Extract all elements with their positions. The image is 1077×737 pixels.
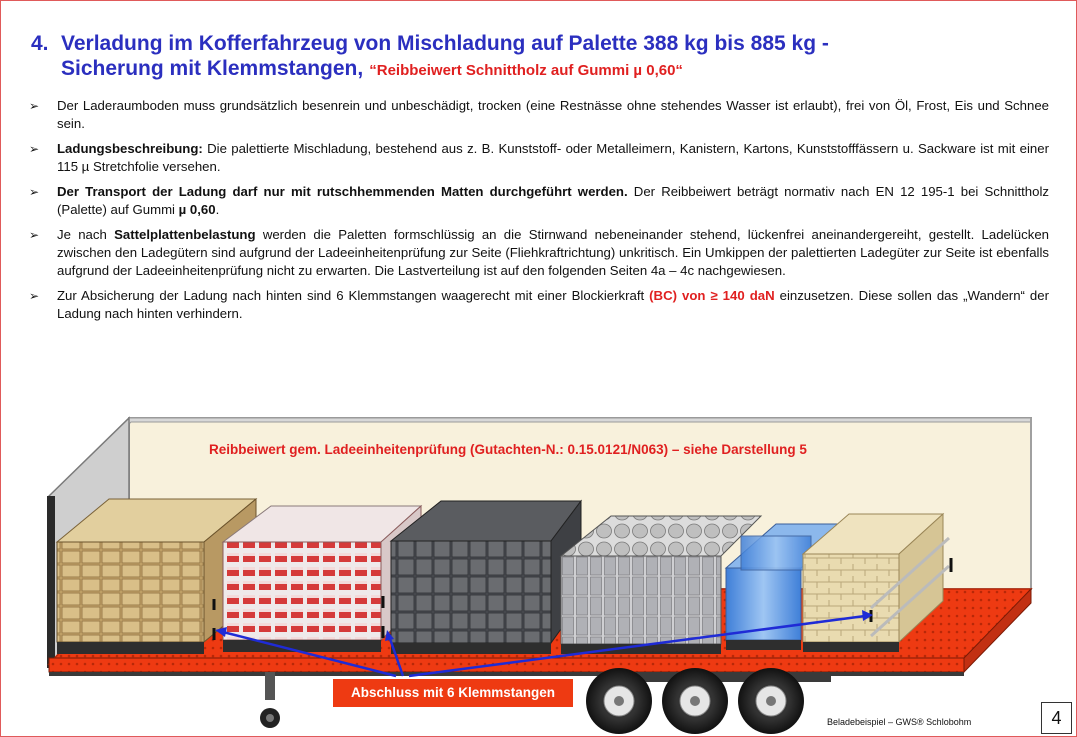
bullet-text: werden die Paletten formschlüssig an die Stirnwand nebeneinander stehend, lückenfrei aneinandergereiht, gestellt. Ladelücken zwischen den Ladegütern sind aufgrund der Ladeeinheitenprüfung zur Seite (Fliehkraftrichtung) unkritisch. Ein Umkippen der palettierten Ladegüter zur Seite ist ebenfalls aufgrund der Ladeeinheitenprüfung nicht zu erwarten. Die Lastverteilung ist auf den folgenden Seiten 4a – 4c nachgewiesen. — [57, 227, 1049, 278]
trailer-front-frame — [47, 496, 55, 668]
bullet-bold: Sattelplattenbelastung — [114, 227, 256, 242]
arrow-bullet-icon: ➢ — [29, 289, 40, 303]
arrow-bullet-icon: ➢ — [29, 142, 40, 156]
slide-title — [31, 31, 1031, 83]
trailer-floor-edge — [49, 658, 964, 672]
landing-gear — [265, 672, 275, 700]
bullet-bold: µ 0,60 — [178, 202, 216, 217]
bullet-item — [29, 140, 1049, 176]
friction-note: Reibbeiwert gem. Ladeeinheitenprüfung (Gutachten-N.: 0.15.0121/N063) – siehe Darstellung 5 — [209, 442, 807, 457]
credit-text: Beladebeispiel – GWS® Schlobohm — [827, 717, 972, 727]
bullet-text: . — [215, 202, 220, 217]
bullet-item — [29, 226, 1049, 280]
bullet-item — [29, 287, 1049, 323]
page-number: 4 — [1041, 702, 1072, 734]
title-line-2 — [31, 56, 1031, 83]
bullet-text: Je nach — [57, 227, 115, 242]
title-subtitle: “Reibbeiwert Schnittholz auf Gummi µ 0,60“ — [369, 62, 683, 79]
bullet-text: Zur Absicherung der Ladung nach hinten sind 6 Klemmstangen waagerecht mit einer Blockierkraft — [57, 288, 650, 303]
bullet-item — [29, 97, 1049, 133]
arrow-bullet-icon: ➢ — [29, 185, 40, 199]
bullet-bold: Ladungsbeschreibung: — [57, 141, 203, 156]
clamping-bar-callout: Abschluss mit 6 Klemmstangen — [333, 679, 573, 707]
trailer-wheels — [586, 668, 831, 734]
pallet-crates — [391, 501, 581, 654]
title-line-1 — [31, 31, 1031, 56]
bullet-text: einzusetzen. Diese sollen das „Wandern“ der Ladung nach hinten verhindern. — [57, 288, 1049, 321]
bullet-item — [29, 183, 1049, 219]
bullet-list — [29, 97, 1049, 330]
bullet-text: Der Laderaumboden muss grundsätzlich besenrein und unbeschädigt, trocken (eine Restnässe ohne stehendes Wasser ist erlaubt), frei von Öl, Frost, Eis und Schnee sein. — [57, 98, 1049, 131]
arrow-bullet-icon: ➢ — [29, 99, 40, 113]
arrow-bullet-icon: ➢ — [29, 228, 40, 242]
bullet-bold: Der Transport der Ladung darf nur mit rutschhemmenden Matten durchgeführt werden. — [57, 184, 628, 199]
title-text-1: Verladung im Kofferfahrzeug von Mischladung auf Palette 388 kg bis 885 kg - — [61, 32, 829, 55]
bullet-text: Die palettierte Mischladung, bestehend aus z. B. Kunststoff- oder Metalleimern, Kanistern, Kartons, Kunststofffässern u. Sackware ist mit einer 115 µ Stretchfolie versehen. — [57, 141, 1049, 174]
bullet-red: (BC) von ≥ 140 daN — [649, 288, 775, 303]
title-text-2: Sicherung mit Klemmstangen, — [61, 57, 364, 80]
bullet-text: Der Reibbeiwert beträgt normativ nach EN 12 195-1 bei Schnittholz (Palette) auf Gummi — [57, 184, 1049, 217]
title-number: 4. — [31, 32, 49, 55]
